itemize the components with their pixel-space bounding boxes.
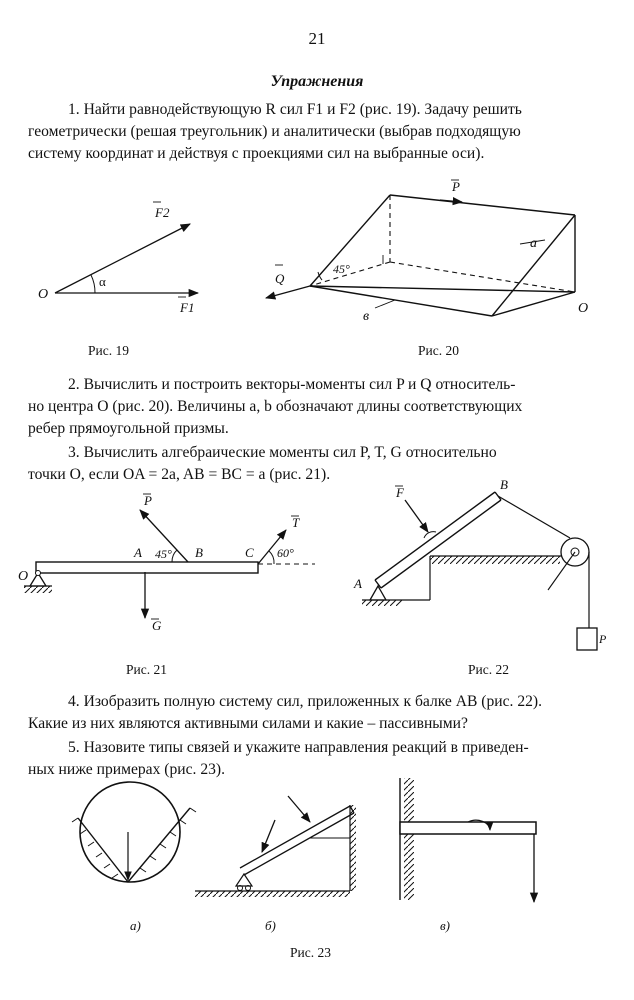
exercise-5-line-1: 5. Назовите типы связей и укажите направления реакций в приведен- (68, 739, 529, 756)
label-O: O (578, 301, 589, 316)
label-B: B (500, 477, 508, 492)
label-c: в) (440, 918, 450, 933)
exercise-2-line-3: ребер прямоугольной призмы. (28, 420, 229, 437)
fig22-caption: Рис. 22 (468, 662, 509, 677)
angle-arc-alpha (91, 275, 95, 293)
exercise-1-line-1: 1. Найти равнодействующую R сил F1 и F2 (рис. 19). Задачу решить (68, 101, 522, 118)
vector-F (405, 500, 428, 532)
label-A: A (354, 576, 362, 591)
label-alpha: α (99, 274, 106, 289)
figure-21 (18, 493, 315, 633)
rope (498, 496, 570, 538)
label-b: б) (265, 918, 276, 933)
fig21-caption: Рис. 21 (126, 662, 167, 677)
exercise-5-line-2: ных ниже примерах (рис. 23). (28, 761, 226, 778)
vector-F2 (55, 224, 190, 293)
label-F2: F2 (155, 205, 170, 220)
figure-22 (353, 477, 607, 650)
label-F: F (396, 485, 404, 500)
label-P: P (144, 493, 152, 508)
label-O: O (18, 569, 29, 584)
exercise-3-line-2: точки O, если OA = 2a, AB = BC = a (рис. 21). (28, 466, 331, 483)
weight-P (577, 628, 597, 650)
fig20-caption: Рис. 20 (418, 343, 459, 358)
label-P: P (599, 632, 607, 646)
exercise-1-line-3: систему координат и действуя с проекциями сил на выбранные оси). (28, 145, 485, 162)
label-45: 45° (333, 262, 350, 276)
cantilever-beam (400, 822, 536, 834)
label-a: а) (130, 918, 141, 933)
label-F1: F1 (180, 300, 195, 315)
figure-20 (266, 195, 575, 316)
label-b: в (363, 309, 370, 324)
figure-19 (38, 202, 198, 315)
label-45: 45° (155, 547, 172, 561)
figure-23b (195, 796, 356, 933)
label-G: G (152, 618, 162, 633)
label-T: T (292, 515, 300, 530)
exercise-2-line-2: но центра O (рис. 20). Величины a, b обозначают длины соответствующих (28, 398, 523, 415)
exercise-2-line-1: 2. Вычислить и построить векторы-моменты сил P и Q относитель- (68, 376, 516, 393)
exercise-4-line-1: 4. Изобразить полную систему сил, приложенных к балке AB (рис. 22). (68, 693, 543, 710)
label-A: A (134, 545, 142, 560)
label-Q: Q (275, 271, 285, 286)
exercise-3-line-1: 3. Вычислить алгебраические моменты сил P, T, G относительно (68, 444, 497, 461)
fig19-caption: Рис. 19 (88, 343, 129, 358)
figure-23c (400, 778, 536, 933)
label-C: C (245, 545, 254, 560)
label-a: a (530, 236, 537, 251)
fig23-caption: Рис. 23 (290, 945, 331, 960)
exercise-4-line-2: Какие из них являются активными силами и какие – пассивными? (28, 715, 468, 732)
exercise-1-line-2: геометрически (решая треугольник) и аналитически (выбрав подходящую (28, 123, 521, 140)
page-number: 21 (308, 29, 326, 48)
label-O: O (38, 287, 49, 302)
cylinder (80, 782, 180, 882)
label-P: P (452, 179, 460, 194)
label-B: B (195, 545, 203, 560)
beam (36, 562, 258, 573)
figure-23a (72, 782, 196, 933)
section-heading: Упражнения (270, 73, 364, 90)
label-60: 60° (277, 546, 294, 560)
vector-Q (266, 286, 310, 298)
